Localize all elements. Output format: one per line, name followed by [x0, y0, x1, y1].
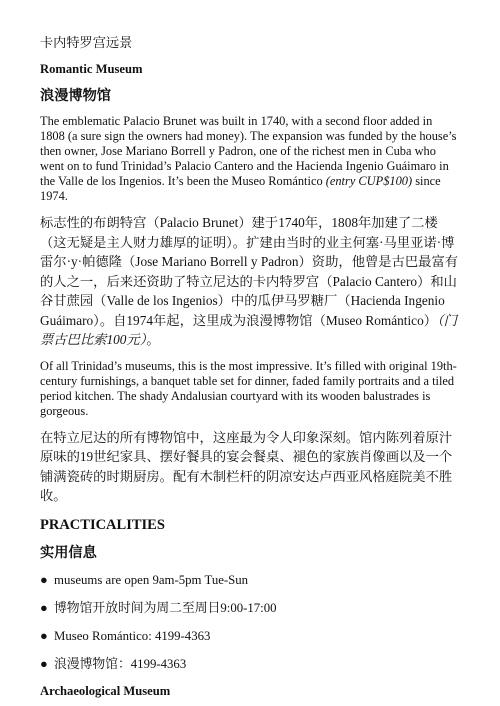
list-item-text: Museo Romántico: 4199-4363: [54, 628, 211, 643]
bullet-icon: ●: [40, 572, 48, 587]
paragraph-1-zh-entry: （门票古巴比索100元）: [40, 312, 457, 347]
heading-practicalities-en: PRACTICALITIES: [40, 516, 165, 533]
heading-romantic-museum-en: Romantic Museum: [40, 62, 143, 76]
bullet-icon: ●: [40, 600, 48, 615]
list-item: [40, 655, 460, 673]
bullet-icon: ●: [40, 628, 48, 643]
heading-practicalities-zh: 实用信息: [40, 544, 97, 561]
list-item: [40, 571, 460, 589]
paragraph-1-en-entry: (entry CUP$100): [325, 174, 413, 188]
list-item: [40, 599, 460, 617]
paragraph-1-en-tail: since 1974.: [40, 174, 441, 203]
list-item-text: museums are open 9am-5pm Tue-Sun: [54, 572, 249, 587]
paragraph-1-en-text: The emblematic Palacio Brunet was built in 1740, with a second floor added in 1808 (a sure sign the owners had money). The expansion was funded by the house’s then owner, Jose Mariano Borrell y Padron, one of the richest men in Cuba who went on to fund Trinidad’s Palacio Cantero and the Hacienda Ingenio Guáimaro in the Valle de los Ingenios. It’s been the Museo Romántico: [40, 114, 457, 188]
bullet-icon: ●: [40, 656, 48, 671]
paragraph-1-zh-text: 标志性的布朗特宫（Palacio Brunet）建于1740年，1808年加建了二楼（这无疑是主人财力雄厚的证明）。扩建由当时的业主何塞·马里亚诺·博雷尔·y·帕德隆（Jose Mariano Borrell y Padron）资助，他曾是古巴最富有的人之一，后来还资助了特立尼达的卡内特罗宫（Palacio Cantero）和山谷甘蔗园（Valle de los Ingenios）中的瓜伊马罗糖厂（Hacienda Ingenio Guáimaro）。自1974年起，这里成为浪漫博物馆（Museo Romántico）: [40, 215, 459, 328]
paragraph-2-en: Of all Trinidad’s museums, this is the most impressive. It’s filled with original 19th-century furnishings, a banquet table set for dinner, faded family portraits and a tiled period kitchen. The shady Andalusian courtyard with its wooden balustrades is gorgeous.: [40, 358, 457, 418]
image-caption: 卡内特罗宫远景: [40, 35, 133, 50]
paragraph-1-en: [40, 114, 460, 204]
list-item: [40, 627, 460, 645]
list-item-text: 博物馆开放时间为周二至周日9:00-17:00: [54, 600, 277, 615]
paragraph-1-zh-tail: 。: [146, 332, 160, 347]
heading-archaeological-museum: Archaeological Museum: [40, 683, 171, 698]
paragraph-1-zh: [40, 213, 460, 350]
list-item-text: 浪漫博物馆：4199-4363: [54, 656, 187, 671]
paragraph-2-zh: 在特立尼达的所有博物馆中，这座最为令人印象深刻。馆内陈列着原汁原味的19世纪家具、摆好餐具的宴会餐桌、褪色的家族肖像画以及一个铺满瓷砖的时期厨房。配有木制栏杆的阴凉安达卢西亚风格庭院美不胜收。: [40, 429, 453, 503]
heading-romantic-museum-zh: 浪漫博物馆: [40, 88, 111, 104]
